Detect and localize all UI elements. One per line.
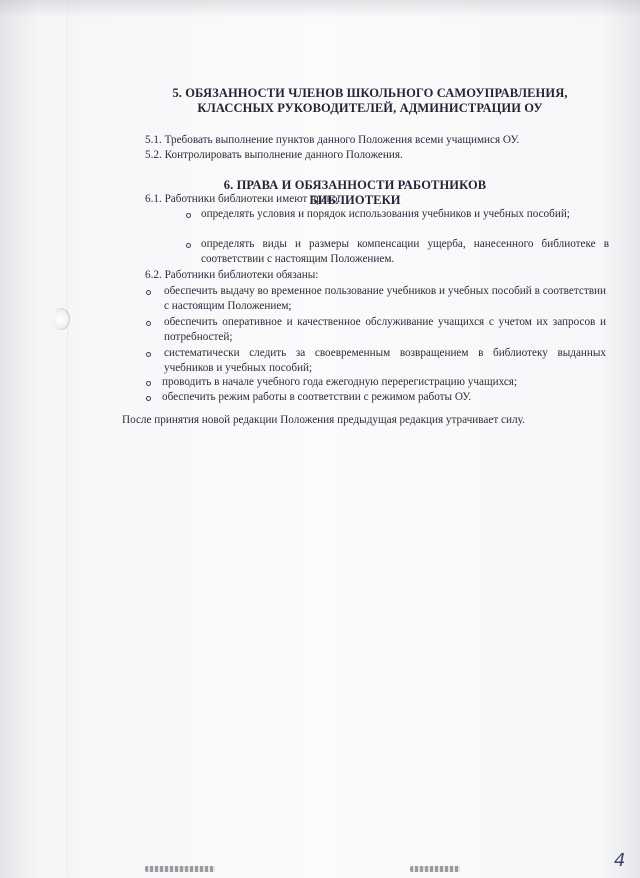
closing-statement: После принятия новой редакции Положения предыдущая редакция утрачивает силу. <box>122 414 525 426</box>
item-6-1-bullet-2: определять виды и размеры компенсации ущерба, нанесенного библиотеке в соответствии с настоящим Положением. <box>201 238 609 265</box>
bullet-marker <box>186 213 191 218</box>
bullet-marker <box>146 321 151 326</box>
item-6-2-bullet-2: обеспечить оперативное и качественное обслуживание учащихся с учетом их запросов и потребностей; <box>164 316 606 343</box>
scan-shadow <box>0 0 640 18</box>
section-5-title-line1: 5. ОБЯЗАННОСТИ ЧЛЕНОВ ШКОЛЬНОГО САМОУПРАВЛЕНИЯ, <box>172 86 568 100</box>
bullet-marker <box>146 396 151 401</box>
item-5-1: 5.1. Требовать выполнение пунктов данного Положения всеми учащимися ОУ. <box>145 134 520 146</box>
item-6-2-lead: 6.2. Работники библиотеки обязаны: <box>145 269 319 281</box>
fold-line <box>67 0 68 878</box>
page-number: 4 <box>614 850 626 871</box>
section-5-heading <box>160 86 580 116</box>
bullet-marker <box>186 243 191 248</box>
item-6-2-bullet-1: обеспечить выдачу во временное пользование учебников и учебных пособий в соответствии с настоящим Положением; <box>164 285 606 312</box>
punch-hole <box>52 308 70 330</box>
item-6-1-lead: 6.1. Работники библиотеки имеют право: <box>145 193 341 205</box>
item-5-2: 5.2. Контролировать выполнение данного Положения. <box>145 149 403 161</box>
bullet-marker <box>146 381 151 386</box>
bullet-marker <box>146 352 151 357</box>
bullet-marker <box>146 290 151 295</box>
section-5-title-line2: КЛАССНЫХ РУКОВОДИТЕЛЕЙ, АДМИНИСТРАЦИИ ОУ <box>197 101 543 115</box>
item-6-2-bullet-3: систематически следить за своевременным возвращением в библиотеку выданных учебников и учебных пособий; <box>164 347 606 374</box>
item-6-2-bullet-4: проводить в начале учебного года ежегодную перерегистрацию учащихся; <box>162 376 518 388</box>
scan-smudge <box>410 866 460 872</box>
item-6-1-bullet-1: определять условия и порядок использования учебников и учебных пособий; <box>201 208 570 220</box>
section-6-heading: 6. ПРАВА И ОБЯЗАННОСТИ РАБОТНИКОВ БИБЛИОТЕКИ <box>223 178 487 207</box>
item-6-2-bullet-5: обеспечить режим работы в соответствии с режимом работы ОУ. <box>162 391 472 403</box>
scan-smudge <box>145 866 215 872</box>
